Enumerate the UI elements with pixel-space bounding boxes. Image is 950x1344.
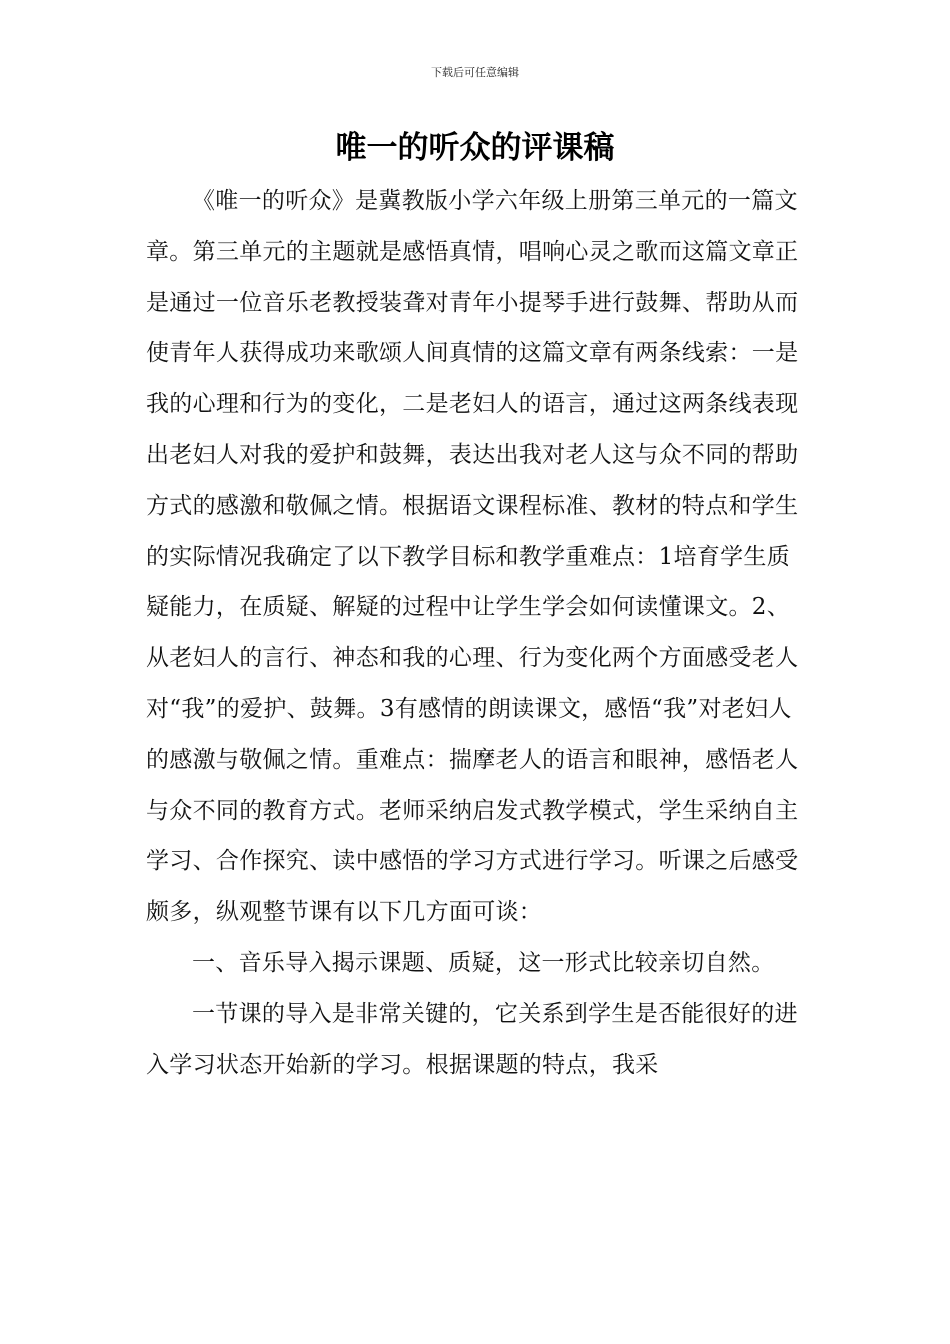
paragraph-section-one-heading: 一、音乐导入揭示课题、质疑，这一形式比较亲切自然。 <box>192 949 775 976</box>
paragraph-intro: 《唯一的听众》是冀教版小学六年级上册第三单元的一篇文章。第三单元的主题就是感悟真情，唱响心灵之歌而这篇文章正是通过一位音乐老教授装聋对青年小提琴手进行鼓舞、帮助从而使青年人获得成功来歌颂人间真情的这篇文章有两条线索：一是我的心理和行为的变化，二是老妇人的语言，通过这两条线表现出老妇人对我的爱护和鼓舞，表达出我对老人这与众不同的帮助方式的感激和敬佩之情。根据语文课程标准、教材的特点和学生的实际情况我确定了以下教学目标和教学重难点：1培育学生质疑能力，在质疑、解疑的过程中让学生学会如何读懂课文。2、从老妇人的言行、神态和我的心理、行为变化两个方面感受老人对“我”的爱护、鼓舞。3有感情的朗读课文，感悟“我”对老妇人的感激与敬佩之情。重难点：揣摩老人的语言和眼神，感悟老人与众不同的教育方式。老师采纳启发式教学模式，学生采纳自主学习、合作探究、读中感悟的学习方式进行学习。听课之后感受颇多，纵观整节课有以下几方面可谈： <box>146 188 799 926</box>
document-body <box>146 176 806 1090</box>
page-title: 唯一的听众的评课稿 <box>335 130 615 166</box>
header-note: 下载后可任意编辑 <box>431 66 519 79</box>
paragraph-section-one-body: 一节课的导入是非常关键的，它关系到学生是否能很好的进入学习状态开始新的学习。根据课题的特点，我采 <box>146 1000 798 1078</box>
